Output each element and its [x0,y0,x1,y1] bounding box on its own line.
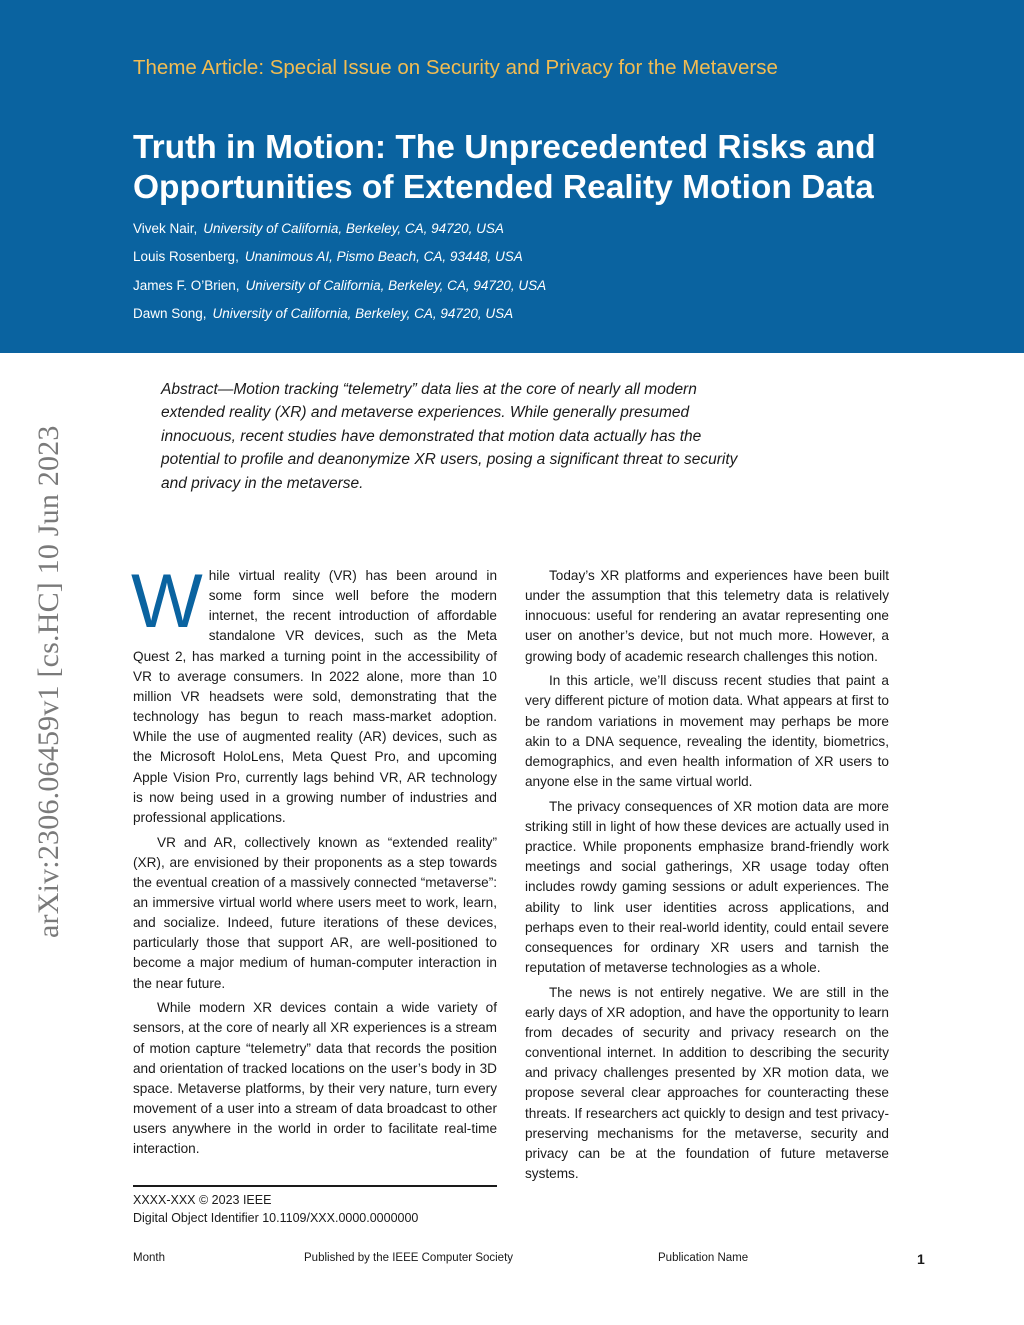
author-line [133,221,504,236]
author-name: James F. O’Brien, [133,278,240,293]
theme-label: Theme Article: Special Issue on Security and Privacy for the Metaverse [133,56,778,79]
author-line [133,278,546,293]
title-line: Truth in Motion: The Unprecedented Risks and [133,129,876,166]
body-paragraph: While modern XR devices contain a wide variety of sensors, at the core of nearly all XR experiences is a stream of motion capture “telemetry” data that records the position and orientation of tracked locations on the user’s body in 3D space. Metaverse platforms, by their very nature, turn every movement of a user into a stream of data broadcast to other users anywhere in the world in order to facilitate real-time interaction. [133,1000,497,1157]
footnote-rule [133,1185,497,1187]
author-name: Vivek Nair, [133,221,198,236]
body-column-left [131,559,497,1164]
page-number: 1 [917,1251,925,1267]
footer-publication: Publication Name [658,1252,749,1264]
copyright-notice: XXXX-XXX © 2023 IEEE [133,1193,272,1207]
author-name: Louis Rosenberg, [133,249,239,264]
author-affiliation: University of California, Berkeley, CA, 94720, USA [212,306,514,321]
header-banner [0,0,1024,353]
body-column-right [525,566,889,1189]
abstract: Abstract—Motion tracking “telemetry” data lies at the core of nearly all modern extended reality (XR) and metaverse experiences. While generally presumed innocuous, recent studies have demonstrated that motion data actually has the potential to profile and deanonymize XR users, posing a significant threat to security and privacy in the metaverse. [161,381,738,492]
body-paragraph: In this article, we’ll discuss recent studies that paint a very different picture of motion data. What appears at first to be random variations in movement may perhaps be more akin to a DNA sequence, revealing the identity, biometrics, demographics, and even health information of XR users to anyone else in the same virtual world. [525,673,889,790]
body-paragraph: VR and AR, collectively known as “extended reality” (XR), are envisioned by their proponents as a step towards the eventual creation of a massively connected “metaverse”: an immersive virtual world where users meet to work, learn, and socialize. Indeed, future iterations of these devices, particularly those that support AR, are well-positioned to become a major medium of human-computer interaction in the near future. [133,834,497,991]
body-paragraph: Today’s XR platforms and experiences have been built under the assumption that this telemetry data is relatively innocuous: useful for rendering an avatar representing one user on another’s device, but not much more. However, a growing body of academic research challenges this notion. [525,568,889,664]
arxiv-identifier: arXiv:2306.06459v1 [cs.HC] 10 Jun 2023 [32,425,65,938]
title-line: Opportunities of Extended Reality Motion Data [133,169,874,206]
author-affiliation: Unanimous AI, Pismo Beach, CA, 93448, USA [244,249,523,264]
author-line [133,249,523,264]
footer-month: Month [133,1252,165,1264]
author-line [133,306,513,321]
body-paragraph: The news is not entirely negative. We are still in the early days of XR adoption, and have the opportunity to learn from decades of security and privacy research on the conventional internet. In addition to describing the security and privacy challenges presented by XR motion data, we propose several clear approaches for counteracting these threats. If researchers act quickly to design and test privacy-preserving mechanisms for the metaverse, security and privacy can be at the foundation of future metaverse systems. [525,984,889,1182]
author-affiliation: University of California, Berkeley, CA, 94720, USA [245,278,547,293]
body-paragraph: The privacy consequences of XR motion data are more striking still in light of how these devices are actually used in practice. While proponents emphasize brand-friendly work meetings and social gatherings, XR usage today often includes rowdy gaming sessions or adult experiences. The ability to link user identities across applications, and perhaps even to their real-world identity, could entail severe consequences for ordinary XR users and tarnish the reputation of metaverse technologies as a whole. [525,798,889,975]
author-name: Dawn Song, [133,306,207,321]
footer-publisher: Published by the IEEE Computer Society [304,1252,514,1264]
article-title [133,128,933,208]
doi-notice: Digital Object Identifier 10.1109/XXX.0000.0000000 [133,1211,419,1225]
body-paragraph: While virtual reality (VR) has been around in some form since well before the modern internet, the recent introduction of affordable standalone VR devices, such as the Meta Quest 2, has marked a turning point in the accessibility of VR to average consumers. In 2022 alone, more than 10 million VR headsets were sold, demonstrating that the technology has begun to reach mass-market adoption. While the use of augmented reality (AR) devices, such as the Microsoft HoloLens, Meta Quest Pro, and upcoming Apple Vision Pro, currently lags behind VR, AR technology is now being used in a growing number of industries and professional applications. [131,559,497,825]
author-affiliation: University of California, Berkeley, CA, 94720, USA [203,221,504,236]
drop-cap: W [131,559,203,644]
